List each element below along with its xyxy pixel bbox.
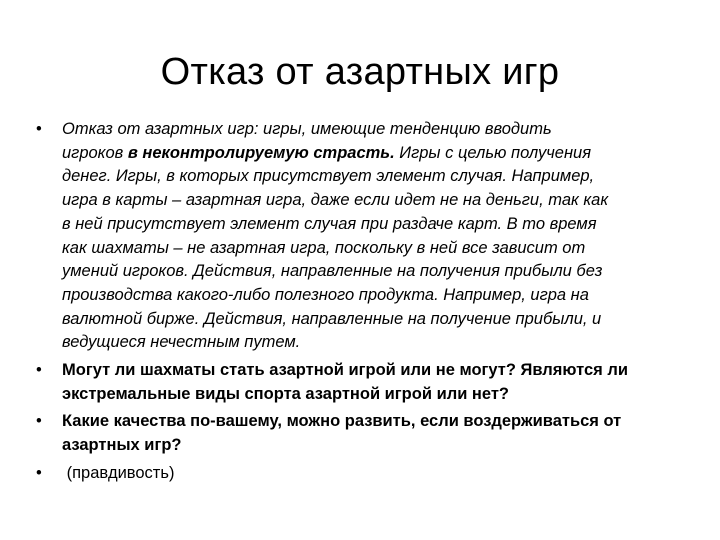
text-line: (правдивость) [62, 463, 175, 482]
text-line: экстремальные виды спорта азартной игрой или нет? [62, 384, 510, 403]
emphasis-text: в неконтролируемую страсть. [127, 143, 395, 162]
text-line: Отказ от азартных игр: игры, имеющие тенденцию вводить [62, 120, 552, 138]
text-line: как шахматы – не азартная игра, поскольку в ней все зависит от [62, 238, 586, 257]
bullet-dot-icon: • [36, 463, 42, 482]
text-run: Игры с целью получения [394, 143, 592, 162]
slide-title: Отказ от азартных игр [160, 51, 560, 93]
text-line: валютной бирже. Действия, направленные на получение прибыли, и [62, 309, 602, 328]
text-line: Какие качества по-вашему, можно развить, если воздерживаться от [62, 412, 622, 431]
text-line: азартных игр? [62, 436, 182, 455]
text-line: умений игроков. Действия, направленные на получения прибыли без [62, 262, 603, 281]
text-line: производства какого-либо полезного продукта. Например, игра на [62, 285, 589, 304]
bullet-dot-icon: • [36, 412, 42, 431]
bullet-item-definition [36, 118, 686, 355]
text-run: игроков [62, 143, 128, 162]
bullet-list [36, 118, 686, 486]
bullet-item-question-chess [36, 359, 686, 406]
text-line: Могут ли шахматы стать азартной игрой или не могут? Являются ли [62, 361, 628, 380]
bullet-item-answer [36, 462, 686, 486]
text-line [62, 142, 686, 166]
text-line: в ней присутствует элемент случая при раздаче карт. В то время [62, 214, 597, 233]
text-line: игра в карты – азартная игра, даже если идет не на деньги, так как [62, 191, 609, 210]
bullet-dot-icon: • [36, 361, 42, 380]
bullet-dot-icon: • [36, 120, 42, 138]
text-line: ведущиеся нечестным путем. [62, 333, 301, 352]
text-line: денег. Игры, в которых присутствует элемент случая. Например, [62, 167, 595, 186]
bullet-item-question-qualities [36, 410, 686, 457]
